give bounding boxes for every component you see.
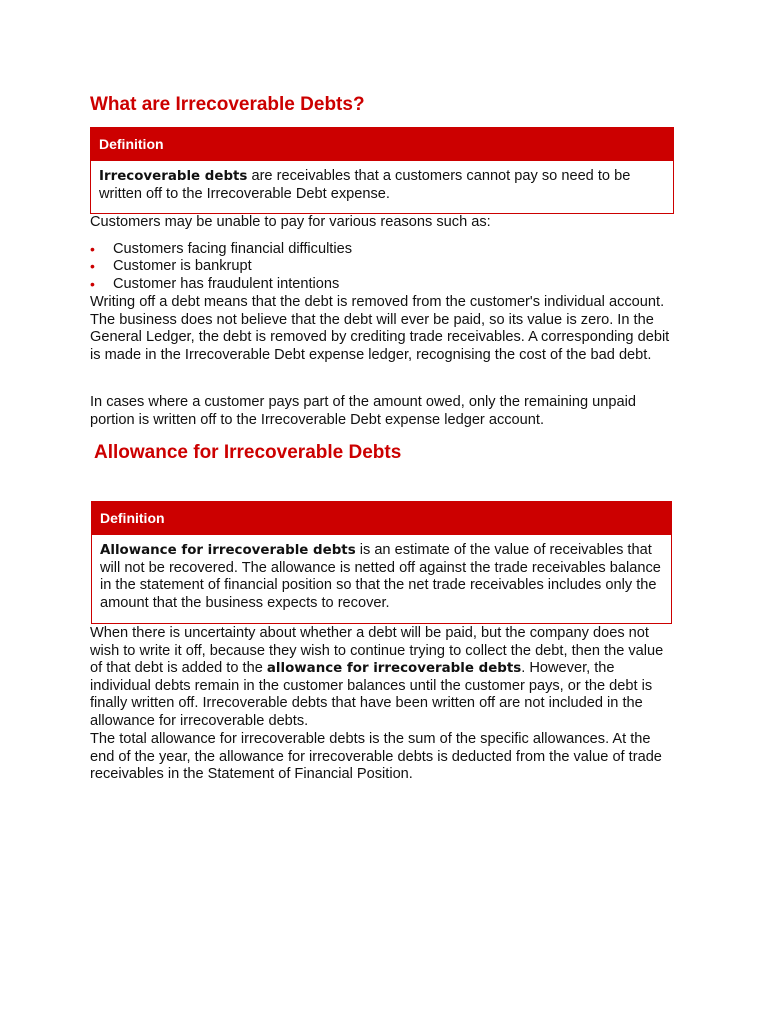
- list-item-text: Customers facing financial difficulties: [113, 241, 353, 257]
- definition-description: is an estimate of the value of receivables that will not be recovered. The allowance is netted off against the trade receivables balance in the statement of financial position so that the net trade receivables includes only the amount that the business expects to recover.: [100, 542, 661, 611]
- list-item: [90, 276, 674, 293]
- definition-box-irrecoverable-debts: [90, 127, 674, 214]
- section-heading-allowance: Allowance for Irrecoverable Debts: [94, 442, 402, 463]
- uncertainty-text-start: When there is uncertainty about whether a debt will be paid, but the company does not wish to write it off, because they wish to continue trying to collect the debt, then the value of that debt is added to the: [90, 625, 664, 677]
- bullet-icon: •: [90, 275, 95, 292]
- definition-description: are receivables that a customers cannot pay so need to be written off to the Irrecoverable Debt expense.: [99, 168, 631, 202]
- total-allowance-paragraph: The total allowance for irrecoverable debts is the sum of the specific allowances. At the end of the year, the allowance for irrecoverable debts is deducted from the value of trade receivables in the Statement of Financial Position.: [90, 731, 662, 783]
- list-item: [90, 258, 674, 275]
- page-title: What are Irrecoverable Debts?: [90, 94, 365, 115]
- definition-label: Definition: [92, 502, 671, 535]
- uncertainty-bold-term: allowance for irrecoverable debts: [266, 661, 522, 677]
- reasons-list: [90, 241, 674, 293]
- definition-box-allowance: [91, 501, 672, 624]
- definition-term: Irrecoverable debts: [99, 169, 248, 184]
- reasons-intro: Customers may be unable to pay for various reasons such as:: [90, 214, 491, 230]
- uncertainty-paragraph: [90, 625, 674, 731]
- partial-payment-paragraph: In cases where a customer pays part of the amount owed, only the remaining unpaid portion is written off to the Irrecoverable Debt expense ledger account.: [90, 394, 636, 428]
- definition-text: [92, 535, 671, 618]
- list-item: [90, 241, 674, 258]
- writeoff-paragraph: Writing off a debt means that the debt is removed from the customer's individual account. The business does not believe that the debt will ever be paid, so its value is zero. In the General Ledger, the debt is removed by crediting trade receivables. A corresponding debit is made in the Irrecoverable Debt expense ledger, recognising the cost of the bad debt.: [90, 294, 670, 363]
- list-item-text: Customer is bankrupt: [113, 258, 252, 275]
- definition-label: Definition: [91, 128, 673, 161]
- list-item-text: Customer has fraudulent intentions: [113, 275, 340, 292]
- definition-text: [91, 161, 673, 209]
- uncertainty-text-end: . However, the individual debts remain in the customer balances until the customer pays, or the debt is finally written off. Irrecoverable debts that have been written off are not included in the allowance for irrecoverable debts.: [90, 660, 653, 729]
- bullet-icon: •: [90, 241, 95, 257]
- definition-term: Allowance for irrecoverable debts: [100, 543, 356, 558]
- bullet-icon: •: [90, 258, 95, 275]
